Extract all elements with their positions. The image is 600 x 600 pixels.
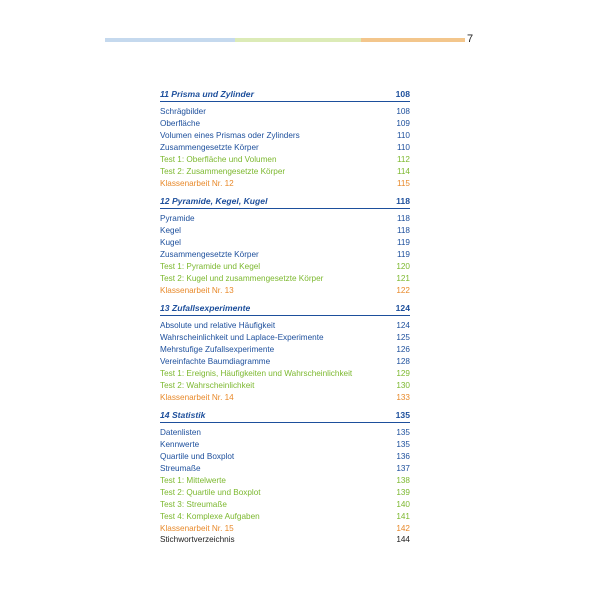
toc-entry-page: 118 [396,226,410,235]
toc-entry[interactable] [160,427,410,439]
chapter-title: 13 Zufallsexperimente [160,303,251,313]
toc-entry-label: Zusammengesetzte Körper [160,143,259,152]
toc-entry-page: 124 [396,321,410,330]
toc-entry-label: Wahrscheinlichkeit und Laplace-Experimente [160,333,324,342]
toc-entry[interactable] [160,368,410,380]
toc-entry[interactable] [160,523,410,535]
toc-entry-page: 110 [396,143,410,152]
toc-entry-label: Absolute und relative Häufigkeit [160,321,276,330]
page-number: 7 [467,33,474,45]
header-bar-orange-segment [361,38,465,42]
toc-entry-label: Kennwerte [160,440,200,449]
toc-entry-page: 136 [396,452,410,461]
toc-entry-label: Test 1: Pyramide und Kegel [160,262,261,271]
toc-entry[interactable] [160,332,410,344]
toc-entry[interactable] [160,237,410,249]
toc-entry-page: 130 [396,381,410,390]
toc-entry-page: 138 [396,476,410,485]
toc-entry-page: 122 [396,286,410,295]
toc-entry-label: Quartile und Boxplot [160,452,235,461]
toc-entry[interactable] [160,451,410,463]
toc-entry[interactable] [160,118,410,130]
toc-entry-label: Datenlisten [160,428,201,437]
toc-entry-label: Klassenarbeit Nr. 12 [160,179,234,188]
toc-entry-page: 120 [396,262,410,271]
toc-entry[interactable] [160,344,410,356]
toc-entry-page: 141 [396,512,410,521]
toc-entry[interactable] [160,487,410,499]
toc-entry-page: 115 [396,179,410,188]
toc-entry-page: 139 [396,488,410,497]
chapter-section [160,301,410,404]
toc-entry-label: Test 1: Oberfläche und Volumen [160,155,277,164]
toc-entry-page: 119 [396,250,410,259]
chapter-page: 124 [395,303,410,313]
header-bar-green-segment [235,38,361,42]
toc-entry-page: 118 [396,214,410,223]
toc-entry-page: 135 [396,428,410,437]
toc-entry[interactable] [160,356,410,368]
chapter-title: 14 Statistik [160,410,206,420]
toc-entry-label: Test 1: Mittelwerte [160,476,226,485]
table-of-contents [160,87,410,539]
toc-entry-label: Volumen eines Prismas oder Zylinders [160,131,300,140]
toc-entry-label: Mehrstufige Zufallsexperimente [160,345,275,354]
toc-entry-page: 119 [396,238,410,247]
toc-entry[interactable] [160,475,410,487]
toc-entry[interactable] [160,463,410,475]
index-entry-page: 144 [396,535,410,544]
toc-entry-page: 137 [396,464,410,473]
toc-entry[interactable] [160,285,410,297]
toc-entry-label: Oberfläche [160,119,201,128]
toc-entry[interactable] [160,142,410,154]
toc-entry-page: 140 [396,500,410,509]
index-entry [160,535,410,544]
toc-entry-label: Test 2: Kugel und zusammengesetzte Körper [160,274,324,283]
toc-entry-label: Klassenarbeit Nr. 15 [160,524,234,533]
toc-entry[interactable] [160,166,410,178]
toc-entry[interactable] [160,320,410,332]
toc-entry-label: Test 1: Ereignis, Häufigkeiten und Wahrscheinlichkeit [160,369,353,378]
toc-entry-label: Test 2: Wahrscheinlichkeit [160,381,255,390]
toc-entry[interactable] [160,499,410,511]
toc-entry[interactable] [160,511,410,523]
toc-entry-label: Test 4: Komplexe Aufgaben [160,512,260,521]
chapter-heading[interactable] [160,301,410,316]
toc-entry-page: 133 [396,393,410,402]
toc-entry[interactable] [160,130,410,142]
chapter-heading[interactable] [160,194,410,209]
toc-entry-page: 129 [396,369,410,378]
toc-entry-label: Schrägbilder [160,107,206,116]
toc-entry-page: 142 [396,524,410,533]
chapter-section [160,408,410,535]
chapter-heading[interactable] [160,408,410,423]
toc-entry[interactable] [160,392,410,404]
toc-entry-page: 121 [396,274,410,283]
toc-entry-label: Test 3: Streumaße [160,500,227,509]
toc-entry-label: Kegel [160,226,181,235]
toc-entry-page: 109 [396,119,410,128]
toc-entry-page: 135 [396,440,410,449]
toc-entry-page: 112 [396,155,410,164]
toc-entry-page: 114 [396,167,410,176]
toc-entry[interactable] [160,213,410,225]
chapter-section [160,87,410,190]
index-entry-label: Stichwortverzeichnis [160,535,235,544]
chapter-title: 12 Pyramide, Kegel, Kugel [160,196,268,206]
toc-entry[interactable] [160,178,410,190]
header-color-bar [105,38,465,42]
toc-entry[interactable] [160,106,410,118]
toc-entry-page: 108 [396,107,410,116]
toc-entry[interactable] [160,273,410,285]
toc-entry-page: 126 [396,345,410,354]
chapter-page: 108 [395,89,410,99]
toc-entry-label: Kugel [160,238,181,247]
toc-entry-label: Zusammengesetzte Körper [160,250,259,259]
toc-entry[interactable] [160,261,410,273]
chapter-section [160,194,410,297]
toc-entry-label: Test 2: Zusammengesetzte Körper [160,167,286,176]
toc-entry-page: 125 [396,333,410,342]
chapter-title: 11 Prisma und Zylinder [160,89,254,99]
toc-entry-label: Vereinfachte Baumdiagramme [160,357,271,366]
toc-entry[interactable] [160,439,410,451]
toc-entry[interactable] [160,380,410,392]
toc-entry-label: Klassenarbeit Nr. 14 [160,393,234,402]
chapter-heading[interactable] [160,87,410,102]
toc-entry[interactable] [160,154,410,166]
toc-entry-page: 110 [396,131,410,140]
toc-entry-label: Streumaße [160,464,201,473]
toc-entry-label: Pyramide [160,214,195,223]
chapter-page: 118 [396,196,410,206]
toc-entry[interactable] [160,249,410,261]
chapter-page: 135 [395,410,410,420]
toc-entry-label: Test 2: Quartile und Boxplot [160,488,261,497]
toc-entry[interactable] [160,225,410,237]
toc-entry-page: 128 [396,357,410,366]
toc-entry-label: Klassenarbeit Nr. 13 [160,286,234,295]
header-bar-blue-segment [105,38,235,42]
